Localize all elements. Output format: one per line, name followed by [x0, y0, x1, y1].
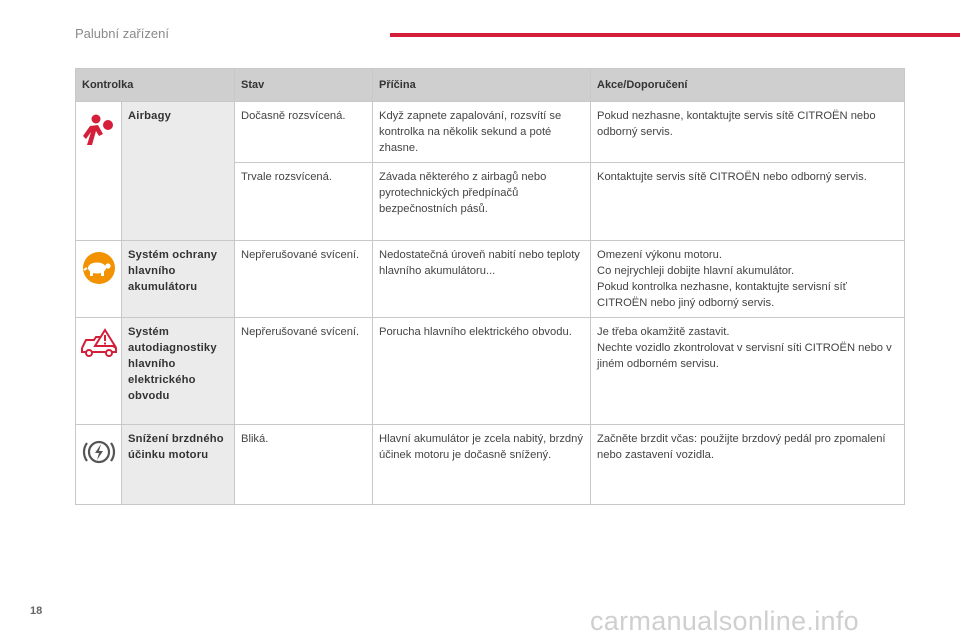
- action-line: Pokud kontrolka nezhasne, kontaktujte servisní síť CITROËN nebo jiný odborný servis.: [597, 281, 847, 309]
- cause-cell: Porucha hlavního elektrického obvodu.: [373, 318, 591, 425]
- airbag-warning-icon: [82, 137, 116, 149]
- indicator-name: Airbagy: [122, 102, 235, 241]
- column-header-pricina: Příčina: [373, 69, 591, 102]
- action-cell: Pokud nezhasne, kontaktujte servis sítě CITROËN nebo odborný servis.: [591, 102, 905, 163]
- action-line: Nechte vozidlo zkontrolovat v servisní síti CITROËN nebo v jiném odborném servisu.: [597, 342, 892, 370]
- table-row: [76, 425, 905, 505]
- watermark: carmanualsonline.info: [590, 606, 859, 636]
- column-header-akce: Akce/Doporučení: [591, 69, 905, 102]
- cause-cell: Závada některého z airbagů nebo pyrotechnických předpínačů bezpečnostních pásů.: [373, 163, 591, 241]
- action-cell: Začněte brzdit včas: použijte brzdový pedál pro zpomalení nebo zastavení vozidla.: [591, 425, 905, 505]
- indicator-icon-cell: [76, 425, 122, 505]
- cause-cell: Když zapnete zapalování, rozsvítí se kontrolka na několik sekund a poté zhasne.: [373, 102, 591, 163]
- table-header-row: [76, 69, 905, 102]
- state-cell: Nepřerušované svícení.: [235, 318, 373, 425]
- indicator-icon-cell: [76, 241, 122, 318]
- action-line: Omezení výkonu motoru.: [597, 249, 722, 261]
- indicator-name: Systém ochrany hlavního akumulátoru: [122, 241, 235, 318]
- state-cell: Bliká.: [235, 425, 373, 505]
- state-cell: Nepřerušované svícení.: [235, 241, 373, 318]
- warning-lights-table: [75, 68, 905, 505]
- page-number: 18: [30, 605, 43, 617]
- indicator-name: Systém autodiagnostiky hlavního elektrického obvodu: [122, 318, 235, 425]
- state-cell: Dočasně rozsvícená.: [235, 102, 373, 163]
- column-header-kontrolka: Kontrolka: [76, 69, 235, 102]
- cause-cell: Hlavní akumulátor je zcela nabitý, brzdný účinek motoru je dočasně snížený.: [373, 425, 591, 505]
- table-row: [76, 318, 905, 425]
- reduced-regen-braking-icon: [82, 460, 116, 472]
- cause-cell: Nedostatečná úroveň nabití nebo teploty hlavního akumulátoru...: [373, 241, 591, 318]
- action-cell: [591, 318, 905, 425]
- action-cell: Kontaktujte servis sítě CITROËN nebo odborný servis.: [591, 163, 905, 241]
- header-accent-bar: [390, 33, 960, 37]
- page-section-title: Palubní zařízení: [75, 26, 169, 41]
- action-line: Co nejrychleji dobijte hlavní akumulátor.: [597, 265, 795, 277]
- vehicle-fault-warning-icon: [80, 349, 118, 361]
- turtle-battery-protection-icon: [82, 276, 116, 288]
- table-row: [76, 102, 905, 163]
- state-cell: Trvale rozsvícená.: [235, 163, 373, 241]
- table-row: [76, 241, 905, 318]
- action-line: Je třeba okamžitě zastavit.: [597, 326, 730, 338]
- indicator-icon-cell: [76, 318, 122, 425]
- indicator-icon-cell: [76, 102, 122, 241]
- action-cell: [591, 241, 905, 318]
- indicator-name: Snížení brzdného účinku motoru: [122, 425, 235, 505]
- column-header-stav: Stav: [235, 69, 373, 102]
